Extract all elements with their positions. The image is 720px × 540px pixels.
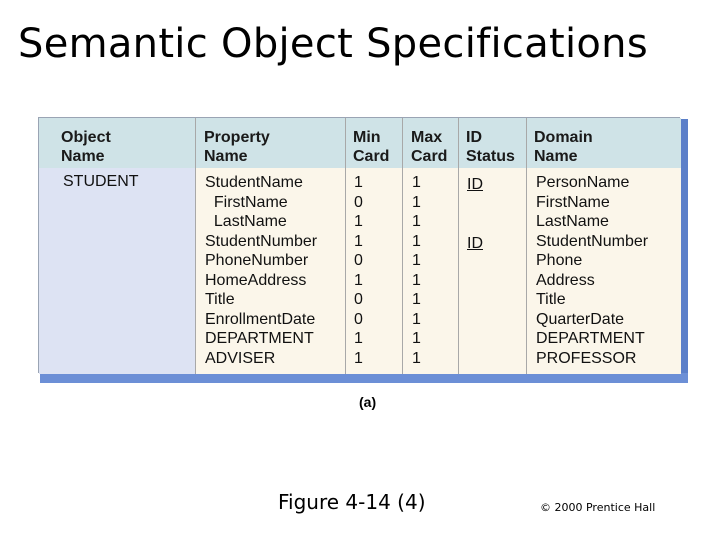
property-name-cell: Title bbox=[205, 291, 235, 308]
property-name-cell: ADVISER bbox=[205, 349, 276, 367]
id-status-column bbox=[467, 175, 483, 370]
column-divider bbox=[458, 118, 459, 374]
id-status-cell bbox=[467, 331, 483, 351]
min-card-cell: 1 bbox=[354, 349, 363, 367]
domain-name-cell: PersonName bbox=[536, 174, 630, 191]
id-status-cell: ID bbox=[467, 176, 483, 193]
header-min-card: Min Card bbox=[353, 129, 390, 165]
id-status-cell bbox=[467, 253, 483, 273]
min-card-cell: 1 bbox=[354, 213, 363, 230]
copyright-notice: © 2000 Prentice Hall bbox=[540, 501, 656, 514]
min-card-column bbox=[354, 173, 363, 368]
max-card-cell: 1 bbox=[412, 213, 421, 230]
max-card-cell: 1 bbox=[412, 310, 421, 328]
id-status-cell bbox=[467, 273, 483, 293]
header-object-name: Object Name bbox=[61, 129, 111, 165]
figure-label: Figure 4-14 (4) bbox=[278, 490, 426, 514]
domain-name-cell: LastName bbox=[536, 213, 609, 230]
min-card-cell: 1 bbox=[354, 174, 363, 191]
max-card-cell: 1 bbox=[412, 232, 421, 250]
column-divider bbox=[526, 118, 527, 374]
property-name-cell: LastName bbox=[205, 213, 287, 230]
max-card-cell: 1 bbox=[412, 271, 421, 289]
min-card-cell: 0 bbox=[354, 291, 363, 308]
header-domain-name: Domain Name bbox=[534, 129, 593, 165]
min-card-cell: 0 bbox=[354, 252, 363, 269]
header-max-card: Max Card bbox=[411, 129, 448, 165]
domain-name-cell: Title bbox=[536, 291, 566, 308]
domain-name-cell: DEPARTMENT bbox=[536, 330, 645, 347]
max-card-cell: 1 bbox=[412, 330, 421, 347]
property-name-cell: EnrollmentDate bbox=[205, 310, 316, 328]
max-card-column bbox=[412, 173, 421, 368]
domain-name-cell: FirstName bbox=[536, 193, 610, 211]
semantic-object-table-figure bbox=[38, 117, 688, 383]
domain-name-column bbox=[536, 173, 648, 368]
table-shadow-bottom bbox=[40, 373, 688, 383]
max-card-cell: 1 bbox=[412, 349, 421, 367]
id-status-cell bbox=[467, 312, 483, 332]
property-name-column bbox=[205, 173, 317, 368]
min-card-cell: 1 bbox=[354, 232, 363, 250]
property-name-cell: StudentName bbox=[205, 174, 303, 191]
column-divider bbox=[402, 118, 403, 374]
max-card-cell: 1 bbox=[412, 291, 421, 308]
id-status-cell bbox=[467, 292, 483, 312]
table-panel bbox=[38, 117, 680, 373]
slide-title: Semantic Object Specifications bbox=[18, 21, 648, 67]
domain-name-cell: StudentNumber bbox=[536, 232, 649, 250]
property-name-cell: PhoneNumber bbox=[205, 252, 309, 269]
domain-name-cell: Phone bbox=[536, 252, 583, 269]
domain-name-cell: PROFESSOR bbox=[536, 349, 637, 367]
column-divider bbox=[195, 118, 196, 374]
max-card-cell: 1 bbox=[412, 252, 421, 269]
header-property-name: Property Name bbox=[204, 129, 270, 165]
object-column-background bbox=[39, 168, 195, 374]
id-status-cell bbox=[467, 195, 483, 215]
min-card-cell: 1 bbox=[354, 271, 363, 289]
property-name-cell: StudentNumber bbox=[205, 232, 318, 250]
column-divider bbox=[345, 118, 346, 374]
id-status-cell bbox=[467, 214, 483, 234]
property-name-cell: FirstName bbox=[205, 193, 288, 211]
object-name-cell: STUDENT bbox=[63, 173, 139, 190]
id-status-cell: ID bbox=[467, 234, 483, 252]
max-card-cell: 1 bbox=[412, 174, 421, 191]
min-card-cell: 0 bbox=[354, 193, 363, 211]
min-card-cell: 1 bbox=[354, 330, 363, 347]
table-shadow-right bbox=[680, 119, 688, 381]
max-card-cell: 1 bbox=[412, 193, 421, 211]
min-card-cell: 0 bbox=[354, 310, 363, 328]
figure-caption: (a) bbox=[359, 394, 377, 410]
id-status-cell bbox=[467, 351, 483, 371]
property-name-cell: DEPARTMENT bbox=[205, 330, 314, 347]
domain-name-cell: Address bbox=[536, 271, 595, 289]
domain-name-cell: QuarterDate bbox=[536, 310, 625, 328]
property-name-cell: HomeAddress bbox=[205, 271, 307, 289]
header-id-status: ID Status bbox=[466, 129, 515, 165]
